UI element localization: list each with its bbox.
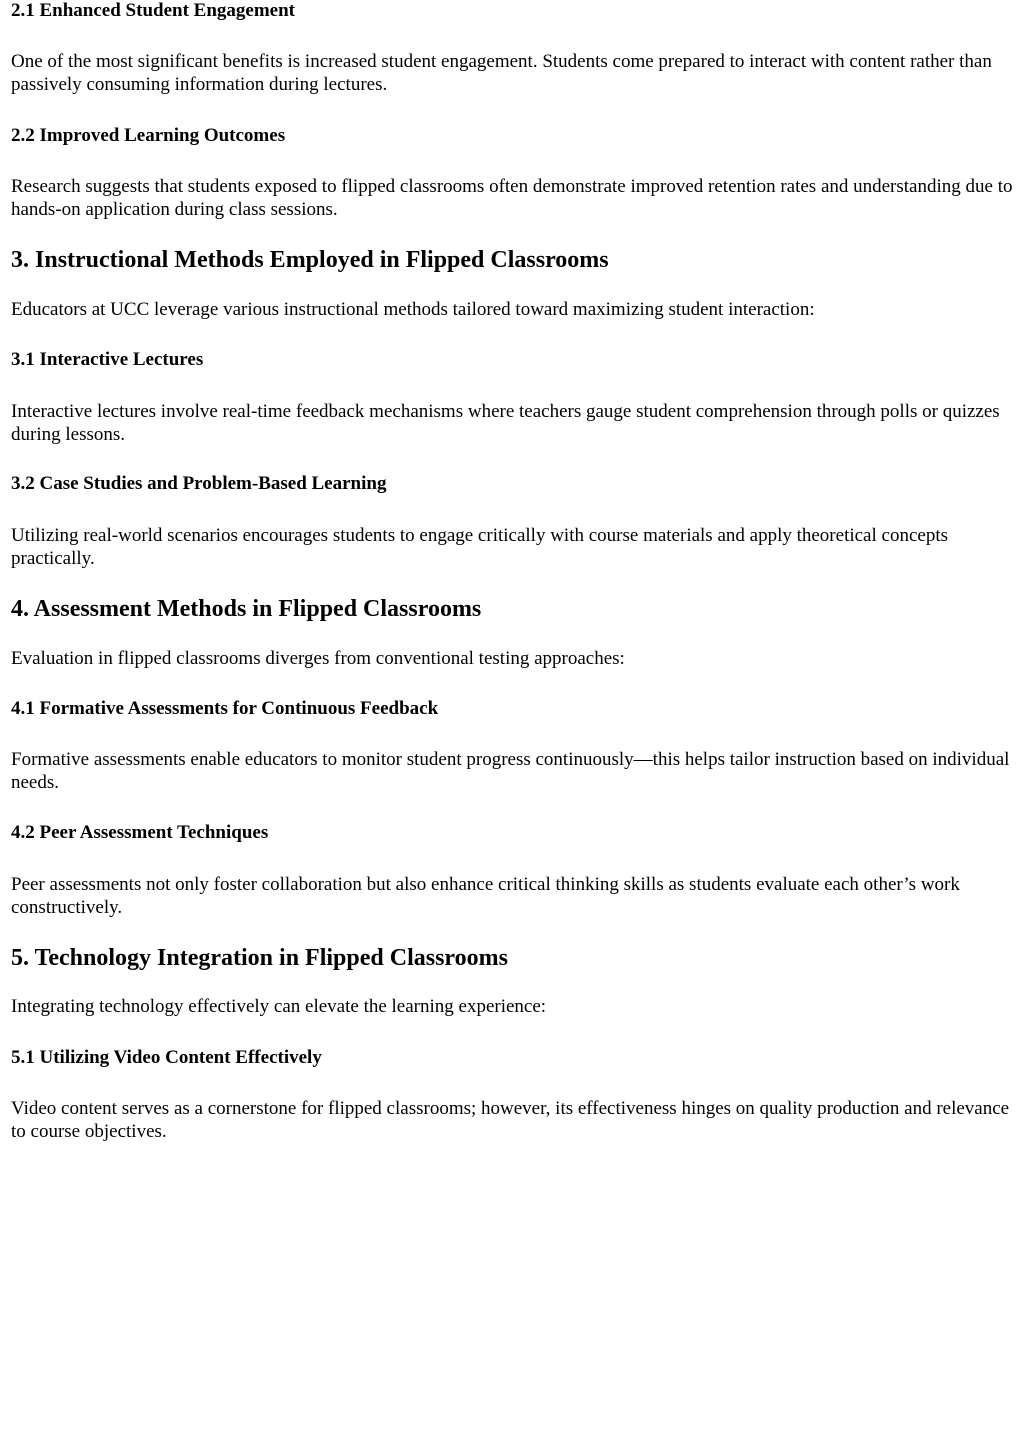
section-3-1-paragraph: Interactive lectures involve real-time feedback mechanisms where teachers gauge student comprehension through polls or quizzes during lessons. [11, 401, 1000, 445]
section-3-2-paragraph: Utilizing real-world scenarios encourages students to engage critically with course materials and apply theoretical concepts practically. [11, 525, 948, 569]
section-3-1-heading: 3.1 Interactive Lectures [11, 349, 204, 370]
section-3-heading: 3. Instructional Methods Employed in Flipped Classrooms [11, 247, 609, 273]
section-3-paragraph: Educators at UCC leverage various instructional methods tailored toward maximizing student interaction: [11, 299, 815, 320]
section-5-1-paragraph: Video content serves as a cornerstone for flipped classrooms; however, its effectiveness hinges on quality production and relevance to course objectives. [11, 1098, 1010, 1142]
section-4-1-heading: 4.1 Formative Assessments for Continuous Feedback [11, 698, 439, 719]
section-5-paragraph: Integrating technology effectively can elevate the learning experience: [11, 996, 547, 1017]
section-4-heading: 4. Assessment Methods in Flipped Classrooms [11, 596, 482, 622]
section-5-1-heading: 5.1 Utilizing Video Content Effectively [11, 1047, 322, 1068]
section-4-2-heading: 4.2 Peer Assessment Techniques [11, 822, 269, 843]
section-5-heading: 5. Technology Integration in Flipped Classrooms [11, 945, 508, 971]
section-4-paragraph: Evaluation in flipped classrooms diverges from conventional testing approaches: [11, 648, 625, 669]
section-4-1-paragraph: Formative assessments enable educators to monitor student progress continuously—this helps tailor instruction based on individual needs. [11, 749, 1010, 793]
section-2-1-heading: 2.1 Enhanced Student Engagement [11, 0, 295, 21]
section-4-2-paragraph: Peer assessments not only foster collaboration but also enhance critical thinking skills as students evaluate each other’s work constructively. [11, 874, 960, 918]
section-2-1-paragraph: One of the most significant benefits is increased student engagement. Students come prepared to interact with content rather than passively consuming information during lectures. [11, 51, 992, 95]
section-2-2-paragraph: Research suggests that students exposed to flipped classrooms often demonstrate improved retention rates and understanding due to hands-on application during class sessions. [11, 176, 1013, 220]
section-2-2-heading: 2.2 Improved Learning Outcomes [11, 125, 286, 146]
section-3-2-heading: 3.2 Case Studies and Problem-Based Learning [11, 473, 387, 494]
